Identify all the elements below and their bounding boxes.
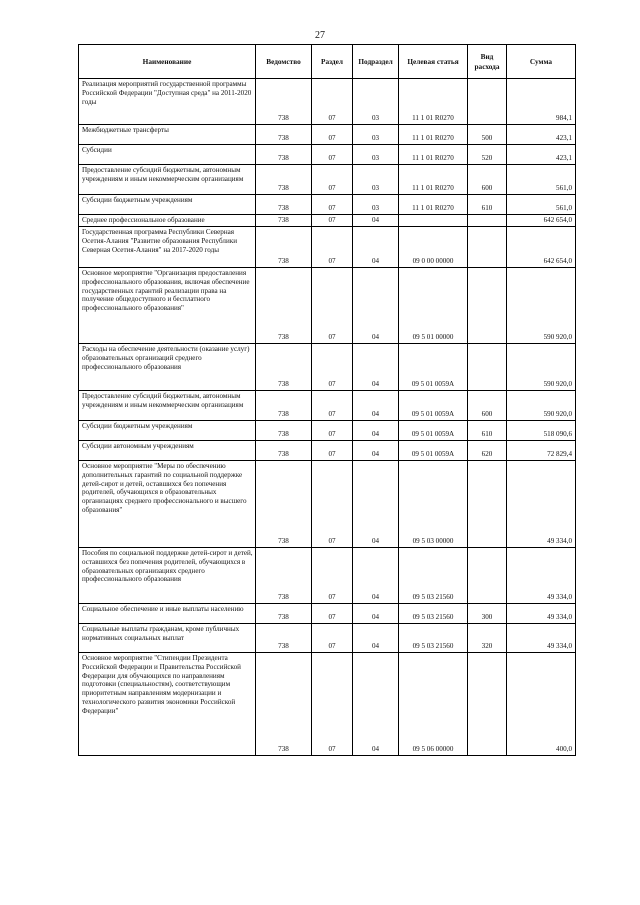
cell-expense-type bbox=[468, 267, 507, 343]
table-row bbox=[79, 165, 576, 195]
cell-section: 07 bbox=[312, 125, 353, 145]
cell-name: Социальное обеспечение и иные выплаты населению bbox=[79, 603, 256, 623]
cell-section: 07 bbox=[312, 145, 353, 165]
cell-target: 09 0 00 00000 bbox=[399, 226, 468, 267]
cell-subsection: 03 bbox=[353, 125, 399, 145]
cell-target: 09 5 01 0059А bbox=[399, 390, 468, 420]
header-dept: Ведомство bbox=[256, 45, 312, 79]
cell-subsection: 03 bbox=[353, 79, 399, 125]
cell-dept: 738 bbox=[256, 603, 312, 623]
cell-dept: 738 bbox=[256, 79, 312, 125]
cell-sum: 590 920,0 bbox=[507, 267, 576, 343]
page-number: 27 bbox=[315, 30, 325, 41]
table-row bbox=[79, 215, 576, 227]
cell-sum: 590 920,0 bbox=[507, 343, 576, 390]
cell-section: 07 bbox=[312, 623, 353, 652]
cell-subsection: 04 bbox=[353, 343, 399, 390]
cell-dept: 738 bbox=[256, 547, 312, 603]
table-row bbox=[79, 603, 576, 623]
cell-sum: 561,0 bbox=[507, 195, 576, 215]
cell-target: 09 5 01 00000 bbox=[399, 267, 468, 343]
table-row bbox=[79, 343, 576, 390]
cell-subsection: 03 bbox=[353, 165, 399, 195]
cell-sum: 400,0 bbox=[507, 652, 576, 755]
cell-dept: 738 bbox=[256, 145, 312, 165]
cell-name: Предоставление субсидий бюджетным, автономным учреждениям и иным некоммерческим организациям bbox=[79, 390, 256, 420]
cell-sum: 642 654,0 bbox=[507, 226, 576, 267]
cell-expense-type: 300 bbox=[468, 603, 507, 623]
cell-dept: 738 bbox=[256, 390, 312, 420]
cell-target: 11 1 01 R0270 bbox=[399, 145, 468, 165]
table-row bbox=[79, 390, 576, 420]
cell-expense-type bbox=[468, 460, 507, 547]
cell-subsection: 04 bbox=[353, 215, 399, 227]
cell-target: 09 5 03 21560 bbox=[399, 547, 468, 603]
cell-subsection: 03 bbox=[353, 145, 399, 165]
cell-section: 07 bbox=[312, 547, 353, 603]
cell-expense-type: 520 bbox=[468, 145, 507, 165]
cell-dept: 738 bbox=[256, 460, 312, 547]
cell-expense-type bbox=[468, 226, 507, 267]
cell-expense-type: 500 bbox=[468, 125, 507, 145]
cell-section: 07 bbox=[312, 390, 353, 420]
cell-dept: 738 bbox=[256, 652, 312, 755]
cell-expense-type: 320 bbox=[468, 623, 507, 652]
cell-target: 11 1 01 R0270 bbox=[399, 79, 468, 125]
cell-target: 09 5 01 0059А bbox=[399, 343, 468, 390]
cell-sum: 642 654,0 bbox=[507, 215, 576, 227]
cell-subsection: 04 bbox=[353, 652, 399, 755]
cell-sum: 49 334,0 bbox=[507, 623, 576, 652]
cell-dept: 738 bbox=[256, 623, 312, 652]
cell-sum: 561,0 bbox=[507, 165, 576, 195]
cell-expense-type bbox=[468, 652, 507, 755]
cell-target: 11 1 01 R0270 bbox=[399, 125, 468, 145]
cell-name: Реализация мероприятий государственной программы Российской Федерации "Доступная среда" на 2011-2020 годы bbox=[79, 79, 256, 125]
cell-sum: 49 334,0 bbox=[507, 460, 576, 547]
cell-sum: 590 920,0 bbox=[507, 390, 576, 420]
cell-name: Государственная программа Республики Северная Осетия-Алания "Развитие образования Республики Северная Осетия-Алания" на 2017-2020 годы bbox=[79, 226, 256, 267]
header-subsection: Подраздел bbox=[353, 45, 399, 79]
cell-dept: 738 bbox=[256, 420, 312, 440]
table-row bbox=[79, 195, 576, 215]
cell-section: 07 bbox=[312, 195, 353, 215]
cell-dept: 738 bbox=[256, 343, 312, 390]
cell-sum: 423,1 bbox=[507, 145, 576, 165]
cell-section: 07 bbox=[312, 460, 353, 547]
cell-target: 11 1 01 R0270 bbox=[399, 165, 468, 195]
cell-expense-type: 610 bbox=[468, 195, 507, 215]
header-sum: Сумма bbox=[507, 45, 576, 79]
table-row bbox=[79, 547, 576, 603]
budget-table bbox=[78, 44, 576, 756]
cell-target bbox=[399, 215, 468, 227]
cell-name: Субсидии бюджетным учреждениям bbox=[79, 420, 256, 440]
cell-name: Межбюджетные трансферты bbox=[79, 125, 256, 145]
cell-dept: 738 bbox=[256, 165, 312, 195]
cell-sum: 49 334,0 bbox=[507, 603, 576, 623]
cell-name: Основное мероприятие "Стипендии Президента Российской Федерации и Правительства Российской Федерации для обучающихся по направлениям подготовки (специальностям), соответствующим приоритетным направлениям модернизации и технологического развития экономики Российской Федерации" bbox=[79, 652, 256, 755]
table-row bbox=[79, 79, 576, 125]
cell-subsection: 04 bbox=[353, 390, 399, 420]
table-header-row bbox=[79, 45, 576, 79]
table-row bbox=[79, 460, 576, 547]
header-name: Наименование bbox=[79, 45, 256, 79]
cell-name: Социальные выплаты гражданам, кроме публичных нормативных социальных выплат bbox=[79, 623, 256, 652]
table-row bbox=[79, 623, 576, 652]
cell-subsection: 04 bbox=[353, 440, 399, 460]
cell-name: Субсидии автономным учреждениям bbox=[79, 440, 256, 460]
cell-subsection: 04 bbox=[353, 420, 399, 440]
cell-subsection: 04 bbox=[353, 460, 399, 547]
cell-target: 09 5 03 21560 bbox=[399, 603, 468, 623]
cell-name: Субсидии бюджетным учреждениям bbox=[79, 195, 256, 215]
header-expense-type: Вид расхода bbox=[468, 45, 507, 79]
table-row bbox=[79, 226, 576, 267]
cell-subsection: 04 bbox=[353, 226, 399, 267]
cell-sum: 518 090,6 bbox=[507, 420, 576, 440]
cell-dept: 738 bbox=[256, 195, 312, 215]
cell-subsection: 04 bbox=[353, 603, 399, 623]
cell-target: 11 1 01 R0270 bbox=[399, 195, 468, 215]
cell-subsection: 04 bbox=[353, 623, 399, 652]
cell-target: 09 5 06 00000 bbox=[399, 652, 468, 755]
cell-sum: 49 334,0 bbox=[507, 547, 576, 603]
cell-expense-type: 600 bbox=[468, 390, 507, 420]
cell-target: 09 5 01 0059А bbox=[399, 440, 468, 460]
cell-expense-type: 620 bbox=[468, 440, 507, 460]
cell-section: 07 bbox=[312, 267, 353, 343]
header-section: Раздел bbox=[312, 45, 353, 79]
cell-subsection: 03 bbox=[353, 195, 399, 215]
cell-name: Расходы на обеспечение деятельности (оказание услуг) образовательных организаций среднего профессионального образования bbox=[79, 343, 256, 390]
cell-name: Основное мероприятие "Меры по обеспечению дополнительных гарантий по социальной поддержке детей-сирот и детей, оставшихся без попечения родителей, обучающихся в образовательных организациях среднего профессионального и высшего образования" bbox=[79, 460, 256, 547]
cell-dept: 738 bbox=[256, 226, 312, 267]
cell-expense-type bbox=[468, 79, 507, 125]
table-row bbox=[79, 440, 576, 460]
cell-section: 07 bbox=[312, 652, 353, 755]
cell-name: Основное мероприятие "Организация предоставления профессионального образования, включая обеспечение государственных гарантий реализации права на получение общедоступного и бесплатного профессионального образования" bbox=[79, 267, 256, 343]
cell-section: 07 bbox=[312, 226, 353, 267]
cell-dept: 738 bbox=[256, 125, 312, 145]
table-row bbox=[79, 145, 576, 165]
table-row bbox=[79, 652, 576, 755]
table-row bbox=[79, 267, 576, 343]
cell-expense-type: 610 bbox=[468, 420, 507, 440]
cell-target: 09 5 01 0059А bbox=[399, 420, 468, 440]
cell-target: 09 5 03 00000 bbox=[399, 460, 468, 547]
table-row bbox=[79, 125, 576, 145]
cell-section: 07 bbox=[312, 215, 353, 227]
cell-section: 07 bbox=[312, 165, 353, 195]
cell-expense-type bbox=[468, 343, 507, 390]
cell-sum: 72 829,4 bbox=[507, 440, 576, 460]
cell-target: 09 5 03 21560 bbox=[399, 623, 468, 652]
table-row bbox=[79, 420, 576, 440]
cell-name: Пособия по социальной поддержке детей-сирот и детей, оставшихся без попечения родителей, обучающихся в образовательных организациях среднего профессионального образования bbox=[79, 547, 256, 603]
cell-name: Предоставление субсидий бюджетным, автономным учреждениям и иным некоммерческим организациям bbox=[79, 165, 256, 195]
cell-dept: 738 bbox=[256, 267, 312, 343]
cell-subsection: 04 bbox=[353, 267, 399, 343]
cell-expense-type bbox=[468, 215, 507, 227]
cell-sum: 984,1 bbox=[507, 79, 576, 125]
cell-section: 07 bbox=[312, 440, 353, 460]
cell-section: 07 bbox=[312, 603, 353, 623]
cell-sum: 423,1 bbox=[507, 125, 576, 145]
cell-section: 07 bbox=[312, 79, 353, 125]
cell-subsection: 04 bbox=[353, 547, 399, 603]
cell-expense-type bbox=[468, 547, 507, 603]
cell-dept: 738 bbox=[256, 215, 312, 227]
cell-dept: 738 bbox=[256, 440, 312, 460]
cell-name: Субсидии bbox=[79, 145, 256, 165]
header-target: Целевая статья bbox=[399, 45, 468, 79]
cell-expense-type: 600 bbox=[468, 165, 507, 195]
cell-section: 07 bbox=[312, 343, 353, 390]
cell-section: 07 bbox=[312, 420, 353, 440]
cell-name: Среднее профессиональное образование bbox=[79, 215, 256, 227]
